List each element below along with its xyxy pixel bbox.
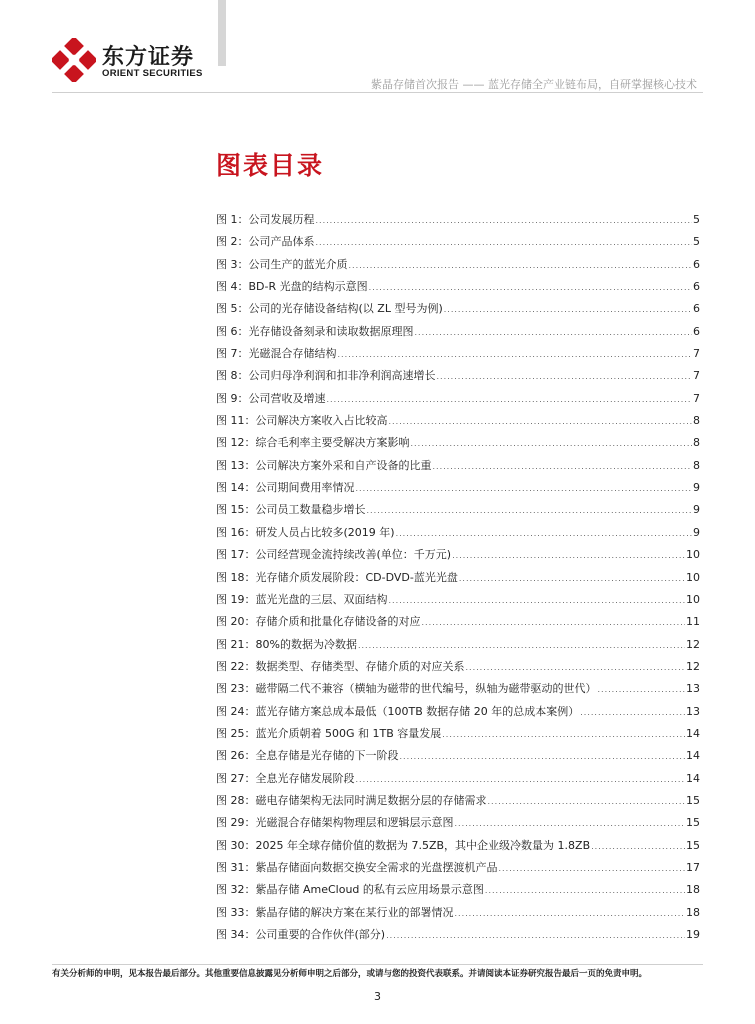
toc-leader-dots [466,657,686,678]
toc-entry[interactable] [216,231,700,253]
toc-entry[interactable] [216,745,700,767]
toc-entry-label: 图 32：紫晶存储 AmeCloud 的私有云应用场景示意图 [216,883,484,897]
toc-entry-page: 17 [686,860,700,874]
toc-entry-page: 14 [686,771,700,785]
toc-entry[interactable] [216,365,700,387]
brand-logo [52,38,252,84]
toc-entry[interactable] [216,321,700,343]
toc-entry-label: 图 27：全息光存储发展阶段 [216,771,355,785]
toc-leader-dots [316,210,693,231]
toc-entry-page: 15 [686,793,700,807]
toc-entry-page: 10 [686,548,700,562]
toc-entry-page: 10 [686,592,700,606]
toc-entry[interactable] [216,544,700,566]
toc-leader-dots [452,545,685,566]
footer-divider [52,964,703,965]
toc-entry[interactable] [216,499,700,521]
toc-entry-page: 9 [693,503,700,517]
report-title: 紫晶存储首次报告 —— 蓝光存储全产业链布局，自研掌握核心技术 [371,78,697,91]
toc-leader-dots [316,232,693,253]
toc-entry-page: 9 [693,481,700,495]
toc-leader-dots [356,769,686,790]
toc-entry-label: 图 12：综合毛利率主要受解决方案影响 [216,436,410,450]
header-divider [52,92,703,93]
toc-leader-dots [591,836,685,857]
toc-entry-page: 6 [693,302,700,316]
toc-entry[interactable] [216,857,700,879]
toc-entry-label: 图 19：蓝光光盘的三层、双面结构 [216,592,388,606]
toc-entry-page: 18 [686,883,700,897]
toc-entry-label: 图 30：2025 年全球存储价值的数据为 7.5ZB，其中企业级冷数量为 1.8ZB [216,838,591,852]
section-title: 图表目录 [216,151,325,180]
page-number: 3 [374,990,381,1003]
toc-leader-dots [455,813,686,834]
toc-leader-dots [358,635,685,656]
toc-entry-label: 图 15：公司员工数量稳步增长 [216,503,366,517]
toc-entry-page: 18 [686,905,700,919]
toc-entry-label: 图 28：磁电存储架构无法同时满足数据分层的存储需求 [216,793,487,807]
toc-entry-page: 8 [693,458,700,472]
toc-entry[interactable] [216,276,700,298]
toc-entry[interactable] [216,567,700,589]
toc-entry[interactable] [216,432,700,454]
toc-entry-label: 图 2：公司产品体系 [216,235,315,249]
toc-entry-page: 12 [686,659,700,673]
toc-leader-dots [433,456,693,477]
toc-entry[interactable] [216,410,700,432]
toc-entry-page: 8 [693,436,700,450]
figure-toc [216,209,700,946]
toc-entry-page: 15 [686,816,700,830]
toc-leader-dots [389,590,686,611]
toc-entry[interactable] [216,634,700,656]
toc-entry-label: 图 3：公司生产的蓝光介质 [216,257,348,271]
toc-entry-label: 图 24：蓝光存储方案总成本最低（100TB 数据存储 20 年的总成本案例） [216,704,580,718]
toc-entry[interactable] [216,678,700,700]
toc-leader-dots [349,255,693,276]
toc-entry-label: 图 8：公司归母净利润和扣非净利润高速增长 [216,369,436,383]
toc-entry[interactable] [216,902,700,924]
toc-entry[interactable] [216,768,700,790]
toc-entry-page: 6 [693,257,700,271]
toc-entry-label: 图 5：公司的光存储设备结构(以 ZL 型号为例) [216,302,443,316]
toc-entry-page: 14 [686,726,700,740]
toc-leader-dots [338,344,693,365]
toc-leader-dots [444,299,692,320]
toc-entry[interactable] [216,298,700,320]
toc-entry[interactable] [216,477,700,499]
toc-leader-dots [455,903,686,924]
toc-entry-label: 图 14：公司期间费用率情况 [216,481,355,495]
toc-entry-page: 5 [693,213,700,226]
toc-leader-dots [580,702,685,723]
toc-entry[interactable] [216,812,700,834]
toc-entry-page: 13 [686,682,700,696]
toc-entry[interactable] [216,701,700,723]
toc-leader-dots [386,925,685,946]
toc-leader-dots [442,724,685,745]
toc-entry-label: 图 7：光磁混合存储结构 [216,347,337,361]
toc-leader-dots [459,568,685,589]
toc-entry-label: 图 6：光存储设备刻录和读取数据原理图 [216,324,414,338]
toc-entry-page: 12 [686,637,700,651]
toc-entry[interactable] [216,254,700,276]
toc-leader-dots [356,478,693,499]
toc-entry-label: 图 1：公司发展历程 [216,213,315,226]
footer-disclaimer: 有关分析师的申明，见本报告最后部分。其他重要信息披露见分析师申明之后部分，或请与您的投资代表联系。并请阅读本证券研究报告最后一页的免责申明。 [52,969,648,979]
toc-entry-label: 图 20：存储介质和批量化存储设备的对应 [216,615,421,629]
toc-entry-label: 图 4：BD-R 光盘的结构示意图 [216,280,368,294]
toc-entry-label: 图 34：公司重要的合作伙伴(部分) [216,928,386,941]
toc-leader-dots [485,880,685,901]
toc-entry-page: 14 [686,749,700,763]
toc-entry-label: 图 17：公司经营现金流持续改善(单位：千万元) [216,548,452,562]
toc-entry-page: 10 [686,570,700,584]
toc-entry-page: 7 [693,391,700,405]
toc-entry[interactable] [216,522,700,544]
toc-entry-page: 5 [693,235,700,249]
toc-leader-dots [400,746,686,767]
toc-entry-page: 11 [686,615,700,629]
toc-entry[interactable] [216,455,700,477]
toc-entry[interactable] [216,723,700,745]
toc-entry[interactable] [216,388,700,410]
toc-entry[interactable] [216,924,700,946]
brand-name-en: ORIENT SECURITIES [102,68,203,79]
toc-entry-label: 图 33：紫晶存储的解决方案在某行业的部署情况 [216,905,454,919]
toc-entry-label: 图 23：磁带隔二代不兼容（横轴为磁带的世代编号，纵轴为磁带驱动的世代） [216,682,597,696]
toc-entry-label: 图 11：公司解决方案收入占比较高 [216,414,388,428]
toc-leader-dots [327,389,693,410]
toc-entry-label: 图 25：蓝光介质朝着 500G 和 1TB 容量发展 [216,726,442,740]
toc-entry-label: 图 26：全息存储是光存储的下一阶段 [216,749,399,763]
toc-entry-label: 图 29：光磁混合存储架构物理层和逻辑层示意图 [216,816,454,830]
toc-entry-label: 图 9：公司营收及增速 [216,391,326,405]
toc-entry-label: 图 13：公司解决方案外采和自产设备的比重 [216,458,432,472]
toc-leader-dots [396,523,692,544]
toc-leader-dots [488,791,686,812]
toc-leader-dots [422,612,686,633]
toc-entry[interactable] [216,656,700,678]
toc-entry-page: 19 [686,928,700,941]
orient-logo-icon [52,38,96,82]
toc-leader-dots [369,277,692,298]
toc-leader-dots [499,858,686,879]
toc-leader-dots [389,411,693,432]
toc-leader-dots [598,679,686,700]
toc-entry[interactable] [216,879,700,901]
toc-leader-dots [415,322,693,343]
toc-entry[interactable] [216,835,700,857]
toc-leader-dots [367,500,693,521]
toc-entry-page: 7 [693,369,700,383]
toc-entry-label: 图 21：80%的数据为冷数据 [216,637,357,651]
toc-entry[interactable] [216,209,700,231]
toc-entry-page: 6 [693,324,700,338]
toc-leader-dots [411,433,693,454]
toc-entry-page: 7 [693,347,700,361]
toc-entry[interactable] [216,343,700,365]
toc-entry-page: 13 [686,704,700,718]
toc-entry-page: 8 [693,414,700,428]
toc-entry-page: 9 [693,525,700,539]
toc-entry-page: 6 [693,280,700,294]
toc-entry[interactable] [216,589,700,611]
brand-name-cn: 东方证券 [102,45,195,70]
toc-entry-label: 图 22：数据类型、存储类型、存储介质的对应关系 [216,659,465,673]
toc-entry-label: 图 18：光存储介质发展阶段：CD-DVD-蓝光光盘 [216,570,458,584]
toc-entry-page: 15 [686,838,700,852]
toc-entry-label: 图 16：研发人员占比较多(2019 年) [216,525,395,539]
toc-leader-dots [437,366,693,387]
toc-entry-label: 图 31：紫晶存储面向数据交换安全需求的光盘摆渡机产品 [216,860,498,874]
toc-entry[interactable] [216,611,700,633]
toc-entry[interactable] [216,790,700,812]
